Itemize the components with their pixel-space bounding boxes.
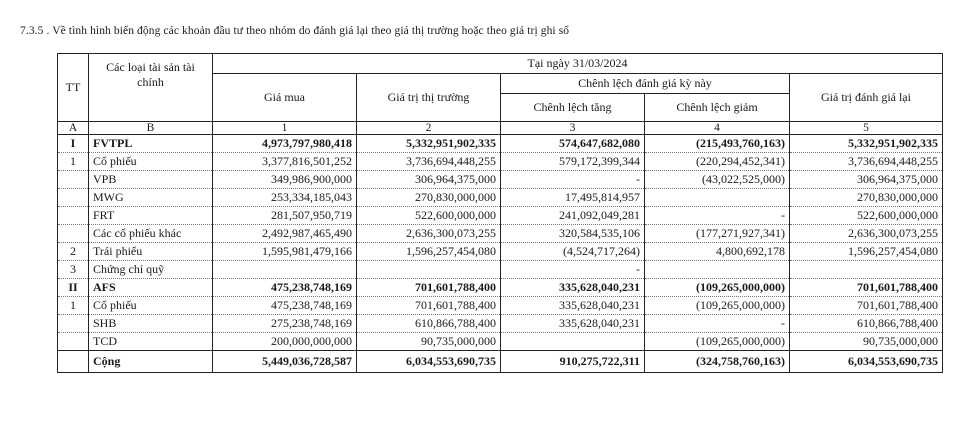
row-revalued: 5,332,951,902,335 <box>790 135 943 153</box>
table-row <box>58 333 943 351</box>
row-purchase: 2,492,987,465,490 <box>213 225 357 243</box>
section-heading: 7.3.5 . Về tình hình biến động các khoản đầu tư theo nhóm do đánh giá lại theo giá thị trường hoặc theo giá trị ghi sổ <box>20 25 570 37</box>
row-increase: 579,172,399,344 <box>501 153 645 171</box>
row-market: 90,735,000,000 <box>357 333 501 351</box>
row-increase <box>501 333 645 351</box>
index-cell: 4 <box>645 122 790 135</box>
row-purchase: 4,973,797,980,418 <box>213 135 357 153</box>
index-cell: 3 <box>501 122 645 135</box>
row-decrease: - <box>645 207 790 225</box>
index-cell: 5 <box>790 122 943 135</box>
row-revalued: 306,964,375,000 <box>790 171 943 189</box>
row-increase: 241,092,049,281 <box>501 207 645 225</box>
row-revalued: 522,600,000,000 <box>790 207 943 225</box>
row-decrease: (109,265,000,000) <box>645 333 790 351</box>
row-purchase: 275,238,748,169 <box>213 315 357 333</box>
row-asset-name: Cổ phiếu <box>89 153 213 171</box>
row-market: 701,601,788,400 <box>357 279 501 297</box>
row-market: 270,830,000,000 <box>357 189 501 207</box>
row-increase: - <box>501 171 645 189</box>
row-purchase: 281,507,950,719 <box>213 207 357 225</box>
row-market: 5,332,951,902,335 <box>357 135 501 153</box>
table-row <box>58 171 943 189</box>
row-revalued: 701,601,788,400 <box>790 279 943 297</box>
row-market: 3,736,694,448,255 <box>357 153 501 171</box>
row-decrease: (109,265,000,000) <box>645 297 790 315</box>
row-increase: 910,275,722,311 <box>501 351 645 373</box>
index-cell: 2 <box>357 122 501 135</box>
header-market-value: Giá trị thị trường <box>357 74 501 122</box>
row-purchase <box>213 261 357 279</box>
header-date: Tại ngày 31/03/2024 <box>213 54 943 74</box>
row-purchase: 475,238,748,169 <box>213 279 357 297</box>
row-increase: - <box>501 261 645 279</box>
row-tt <box>58 171 89 189</box>
row-tt <box>58 207 89 225</box>
row-asset-name: SHB <box>89 315 213 333</box>
row-market: 2,636,300,073,255 <box>357 225 501 243</box>
row-decrease: (109,265,000,000) <box>645 279 790 297</box>
row-increase: 574,647,682,080 <box>501 135 645 153</box>
row-asset-name: TCD <box>89 333 213 351</box>
header-increase: Chênh lệch tăng <box>501 94 645 122</box>
column-index-row <box>58 122 943 135</box>
row-revalued: 2,636,300,073,255 <box>790 225 943 243</box>
row-purchase: 5,449,036,728,587 <box>213 351 357 373</box>
row-revalued: 90,735,000,000 <box>790 333 943 351</box>
row-purchase: 475,238,748,169 <box>213 297 357 315</box>
row-revalued: 610,866,788,400 <box>790 315 943 333</box>
table-row <box>58 351 943 373</box>
row-tt <box>58 315 89 333</box>
investment-revaluation-table <box>57 53 943 373</box>
row-asset-name: FRT <box>89 207 213 225</box>
table-row <box>58 135 943 153</box>
row-tt: 2 <box>58 243 89 261</box>
row-asset-name: Trái phiếu <box>89 243 213 261</box>
row-purchase: 1,595,981,479,166 <box>213 243 357 261</box>
row-tt: 1 <box>58 297 89 315</box>
row-decrease: (215,493,760,163) <box>645 135 790 153</box>
table-row <box>58 153 943 171</box>
table-row <box>58 207 943 225</box>
row-purchase: 349,986,900,000 <box>213 171 357 189</box>
table-row <box>58 297 943 315</box>
header-asset-type: Các loại tài sản tài chính <box>89 54 213 122</box>
row-asset-name: Các cổ phiếu khác <box>89 225 213 243</box>
row-market: 6,034,553,690,735 <box>357 351 501 373</box>
index-cell: B <box>89 122 213 135</box>
row-purchase: 253,334,185,043 <box>213 189 357 207</box>
row-tt <box>58 189 89 207</box>
row-revalued <box>790 261 943 279</box>
index-cell: 1 <box>213 122 357 135</box>
row-increase: 335,628,040,231 <box>501 297 645 315</box>
header-decrease: Chênh lệch giảm <box>645 94 790 122</box>
row-asset-name: MWG <box>89 189 213 207</box>
row-increase: 320,584,535,106 <box>501 225 645 243</box>
row-revalued: 3,736,694,448,255 <box>790 153 943 171</box>
row-market: 610,866,788,400 <box>357 315 501 333</box>
row-tt: I <box>58 135 89 153</box>
row-purchase: 3,377,816,501,252 <box>213 153 357 171</box>
row-decrease: 4,800,692,178 <box>645 243 790 261</box>
row-increase: (4,524,717,264) <box>501 243 645 261</box>
row-purchase: 200,000,000,000 <box>213 333 357 351</box>
row-tt: II <box>58 279 89 297</box>
row-decrease <box>645 261 790 279</box>
row-tt <box>58 333 89 351</box>
row-revalued: 1,596,257,454,080 <box>790 243 943 261</box>
header-tt: TT <box>58 54 89 122</box>
row-asset-name: Cộng <box>89 351 213 373</box>
row-decrease: (43,022,525,000) <box>645 171 790 189</box>
row-market: 306,964,375,000 <box>357 171 501 189</box>
row-decrease <box>645 189 790 207</box>
row-revalued: 6,034,553,690,735 <box>790 351 943 373</box>
row-asset-name: VPB <box>89 171 213 189</box>
row-market: 522,600,000,000 <box>357 207 501 225</box>
row-market: 701,601,788,400 <box>357 297 501 315</box>
table-row <box>58 279 943 297</box>
row-decrease: - <box>645 315 790 333</box>
row-market: 1,596,257,454,080 <box>357 243 501 261</box>
row-market <box>357 261 501 279</box>
index-cell: A <box>58 122 89 135</box>
table-row <box>58 225 943 243</box>
row-increase: 335,628,040,231 <box>501 315 645 333</box>
row-decrease: (220,294,452,341) <box>645 153 790 171</box>
row-revalued: 270,830,000,000 <box>790 189 943 207</box>
table-row <box>58 315 943 333</box>
row-asset-name: AFS <box>89 279 213 297</box>
header-period-difference: Chênh lệch đánh giá kỳ này <box>501 74 790 94</box>
row-asset-name: FVTPL <box>89 135 213 153</box>
row-increase: 335,628,040,231 <box>501 279 645 297</box>
table-row <box>58 261 943 279</box>
table-row <box>58 243 943 261</box>
row-asset-name: Chứng chỉ quỹ <box>89 261 213 279</box>
table-row <box>58 189 943 207</box>
row-decrease: (324,758,760,163) <box>645 351 790 373</box>
row-revalued: 701,601,788,400 <box>790 297 943 315</box>
row-tt <box>58 351 89 373</box>
row-asset-name: Cổ phiếu <box>89 297 213 315</box>
row-tt <box>58 225 89 243</box>
header-revalued-value: Giá trị đánh giá lại <box>790 74 943 122</box>
row-tt: 3 <box>58 261 89 279</box>
row-tt: 1 <box>58 153 89 171</box>
row-increase: 17,495,814,957 <box>501 189 645 207</box>
row-decrease: (177,271,927,341) <box>645 225 790 243</box>
header-purchase-price: Giá mua <box>213 74 357 122</box>
